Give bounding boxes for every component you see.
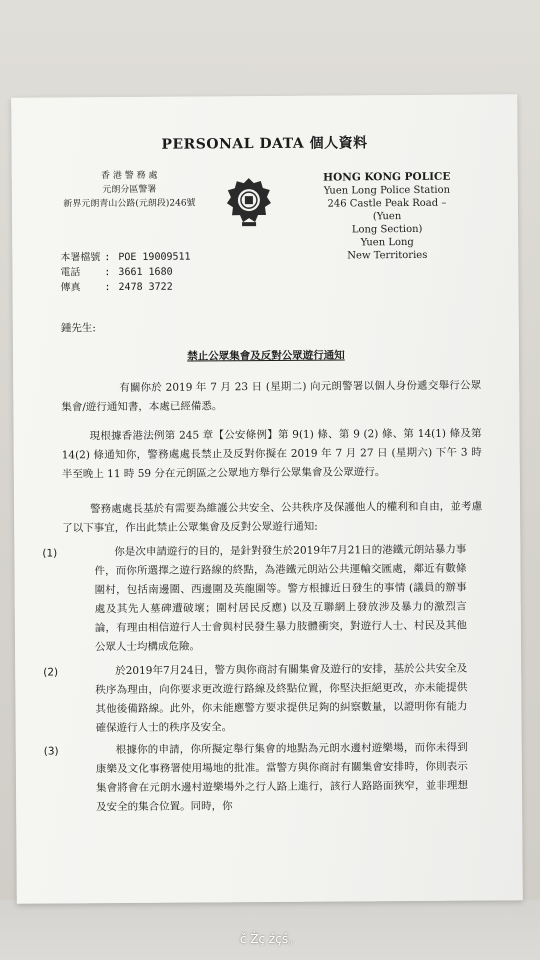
document-page [11,94,523,904]
body-paragraph: 有關你於 2019 年 7 月 23 日 (星期二) 向元朗警署以個人身份遞交舉行公眾集會/遊行通知書，本處已經備悉。 [61,379,482,414]
reference-block [60,250,191,296]
salutation: 鍾先生: [60,322,96,335]
item-number: (3) [43,745,59,758]
reference-row: 電話 : 3661 1680 [60,266,173,279]
reference-value: 2478 3722 [118,281,173,294]
address-line: 香 港 警 務 處 [100,170,158,182]
reference-label: 本署檔號 [60,252,101,264]
address-line: 新界元朗青山公路(元朗段)246號 [63,198,196,210]
chinese-address-header [42,168,217,211]
english-address-header [312,171,463,263]
address-line: Yuen Long [360,236,414,249]
reference-value: 3661 1680 [118,266,173,279]
list-item: 於2019年7月24日，警方與你商討有關集會及遊行的安排，基於公共安全及秩序為理由，向你要求更改遊行路線及終點位置，你堅決拒絕更改，亦未能提供其他後備路線。此外，你未能應警方要求提供足夠的糾察數量，以證明你有能力確保遊行人士的秩序及安全。 [95,662,468,735]
address-line: 元朗分區警署 [102,184,157,196]
address-line: Yuen Long Police Station [323,184,451,197]
watermark-caption: č Żç źçś。 [239,932,301,946]
reference-row: 傳真 : 2478 3722 [60,281,173,294]
police-emblem-icon [226,176,272,228]
organization-name: HONG KONG POLICE [323,170,451,184]
reference-row: 本署檔號 : POE 19009511 [60,251,191,264]
reference-label: 電話 [60,267,81,279]
body-paragraph: 警務處處長基於有需要為維護公共安全、公共秩序及保護他人的權利和自由，並考慮了以下事宜，作出此禁止公眾集會及反對公眾遊行通知: [62,500,483,535]
subject-text: 禁止公眾集會及反對公眾遊行通知 [187,349,345,363]
list-item: 你是次申請遊行的目的，是針對發生於2019年7月21日的港鐵元朗站暴力事件，而你所選擇之遊行路線的終點，為港鐵元朗站公共運輸交匯處，鄰近有數條圍村，包括南邊圍、西邊圍及英龍圍等。警方根據近日發生的事情 (議員的辦事處及其先人墓碑遭破壞；圍村居民反應) 以及互聯網上發放涉及暴力的激烈言論，有理由相信遊行人士會與村民發生暴力肢體衝突，對遊行人士、村民及其他公眾人士均構成危險。 [94,543,467,654]
reference-label: 傳真 [60,282,81,294]
address-line: 246 Castle Peak Road – (Yuen [327,197,447,223]
subject-heading [13,346,519,365]
item-number: (2) [43,666,59,679]
address-line: New Territories [347,249,428,262]
item-number: (1) [42,547,58,560]
body-paragraph: 現根據香港法例第 245 章【公安條例】第 9(1) 條、第 9 (2) 條、第 14(1) 條及第 14(2) 條通知你，警務處處長禁止及反對你擬在 2019 年 7 月 27 日 (星期六) 下午 3 時半至晚上 11 時 59 分在元朗區之公眾地方舉行公眾集會及公眾遊行。 [61,427,482,481]
document-title: PERSONAL DATA 個人資料 [161,135,368,153]
reference-value: POE 19009511 [118,251,191,264]
list-item: 根據你的申請，你所擬定舉行集會的地點為元朗水邊村遊樂場，而你未得到康樂及文化事務署使用場地的批准。當警方與你商討有關集會安排時，你則表示集會將會在元朗水邊村遊樂場外之行人路上進行，該行人路路面狹窄，並非理想及安全的集合位置。同時，你 [95,741,469,814]
address-line: Long Section) [351,223,423,236]
